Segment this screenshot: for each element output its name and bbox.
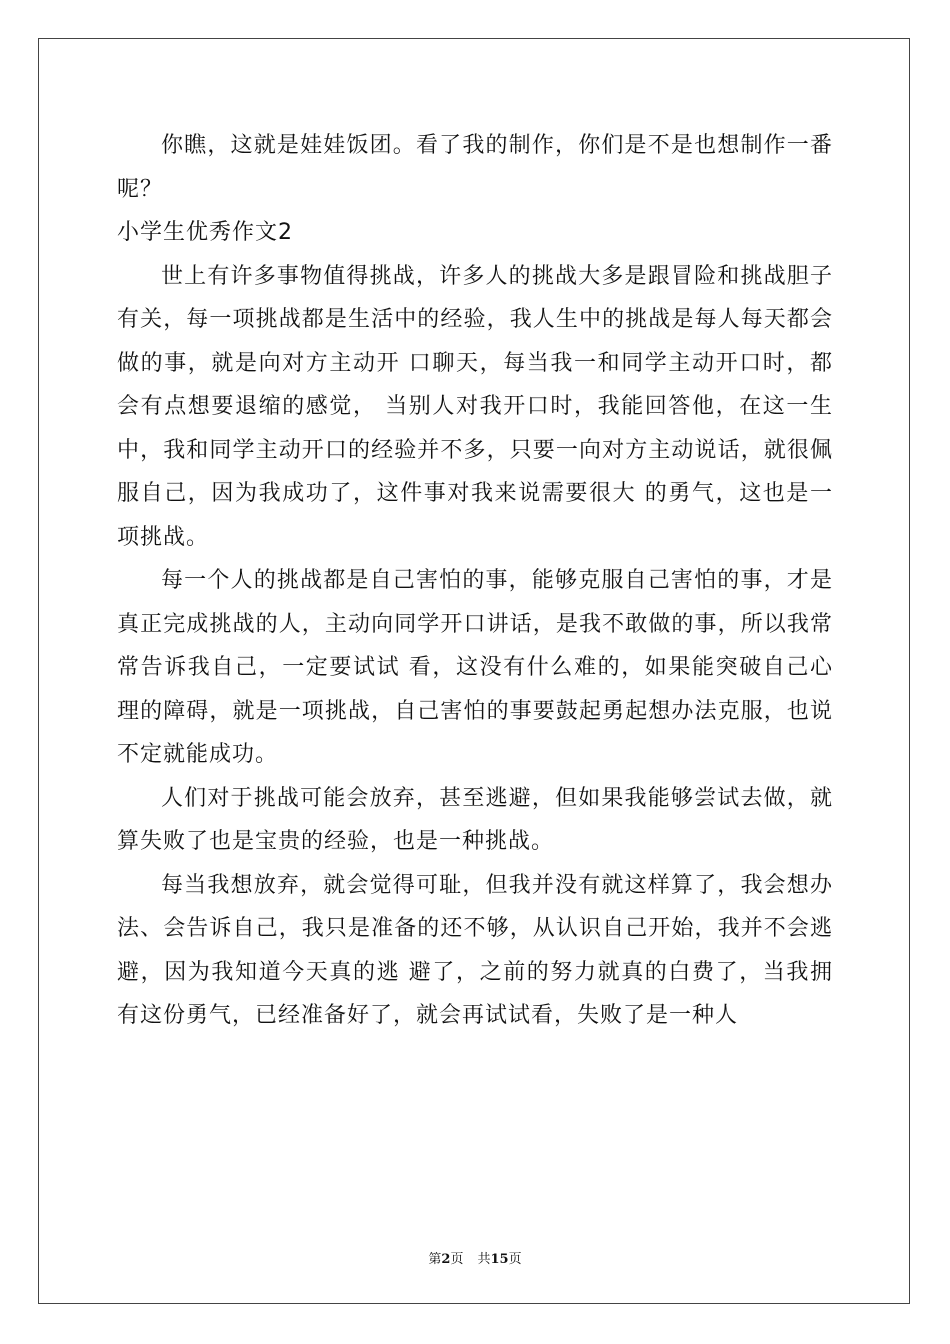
total-prefix: 共 bbox=[477, 1252, 491, 1267]
paragraph: 你瞧，这就是娃娃饭团。看了我的制作，你们是不是也想制作一番呢？ bbox=[117, 133, 833, 202]
paragraph: 人们对于挑战可能会放弃，甚至逃避，但如果我能够尝试去做，就算失败了也是宝贵的经验，也是一种挑战。 bbox=[117, 785, 833, 854]
paragraph: 世上有许多事物值得挑战，许多人的挑战大多是跟冒险和挑战胆子有关，每一项挑战都是生活中的经验，我人生中的挑战是每人每天都会做的事，就是向对方主动开 口聊天，每当我一和同学主动开口时，都会有点想要退缩的感觉， 当别人对我开口时，我能回答他，在这一生中，我和同学主动开口的经验并不多，只要一向对方主动说话，就很佩服自己，因为我成功了，这件事对我来说需要很大 的勇气，这也是一项挑战。 bbox=[117, 263, 833, 550]
page-prefix: 第 bbox=[428, 1252, 442, 1267]
paragraph: 每一个人的挑战都是自己害怕的事，能够克服自己害怕的事，才是真正完成挑战的人，主动向同学开口讲话，是我不敢做的事，所以我常常告诉我自己，一定要试试 看，这没有什么难的，如果能突破自己心理的障碍，就是一项挑战，自己害怕的事要鼓起勇起想办法克服，也说不定就能成功。 bbox=[117, 568, 833, 767]
section-heading: 小学生优秀作文2 bbox=[117, 220, 293, 245]
total-suffix: 页 bbox=[508, 1252, 522, 1267]
page-suffix: 页 bbox=[450, 1252, 464, 1267]
page-number: 2 bbox=[441, 1252, 451, 1267]
paragraph: 每当我想放弃，就会觉得可耻，但我并没有就这样算了，我会想办法、会告诉自己，我只是准备的还不够，从认识自己开始，我并不会逃避，因为我知道今天真的逃 避了，之前的努力就真的白费了，当我拥有这份勇气，已经准备好了，就会再试试看，失败了是一种人 bbox=[117, 872, 833, 1028]
page-footer bbox=[0, 1248, 950, 1267]
total-pages: 15 bbox=[490, 1252, 509, 1267]
document-body bbox=[117, 124, 833, 1038]
